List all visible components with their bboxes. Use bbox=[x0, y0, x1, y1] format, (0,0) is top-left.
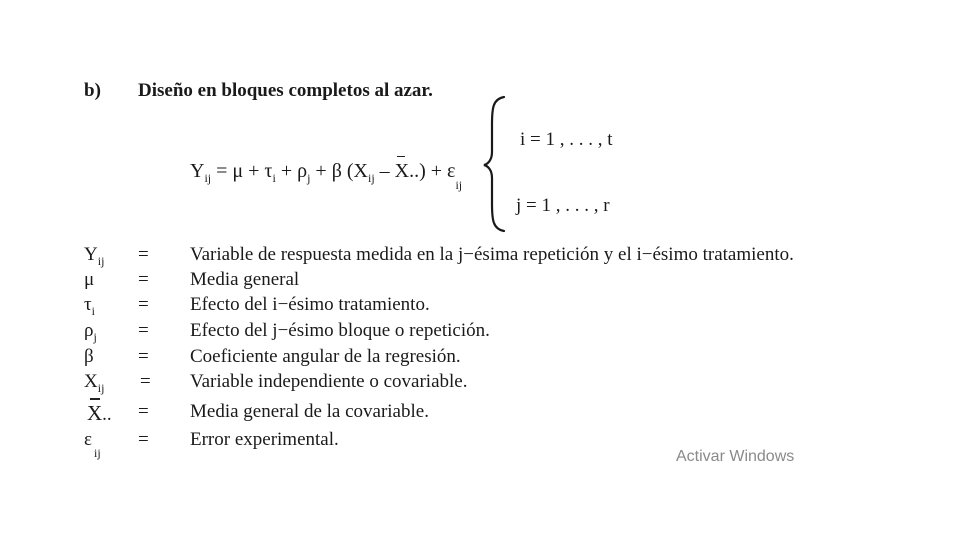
eq-equals: = bbox=[211, 160, 233, 182]
eq-tau-sub: i bbox=[272, 171, 276, 185]
eq-plus: + bbox=[243, 160, 265, 182]
eq-mu: μ bbox=[232, 160, 244, 182]
definition-equals: = bbox=[138, 346, 149, 367]
definition-equals: = bbox=[138, 269, 149, 290]
definition-symbol: μ bbox=[84, 269, 95, 290]
eq-rho-sub: j bbox=[307, 171, 311, 185]
definition-symbol: Y bbox=[84, 244, 98, 265]
definition-symbol: X bbox=[84, 371, 98, 392]
eq-tau: τ bbox=[264, 160, 273, 182]
eq-y: Y bbox=[190, 160, 205, 182]
definition-symbol-sub: ij bbox=[97, 380, 105, 395]
index-j-range: j = 1 , . . . , r bbox=[516, 195, 610, 216]
definition-symbol-sub: ij bbox=[93, 446, 101, 460]
definition-text: Error experimental. bbox=[190, 429, 339, 450]
section-letter: b) bbox=[84, 80, 101, 101]
activation-watermark: Activar Windows bbox=[676, 448, 795, 465]
definition-text: Efecto del i−ésimo tratamiento. bbox=[190, 294, 430, 315]
definition-symbol: β bbox=[84, 346, 94, 367]
section-title: Diseño en bloques completos al azar. bbox=[138, 80, 433, 101]
model-equation bbox=[190, 160, 463, 192]
definition-symbol: ρ bbox=[84, 320, 94, 341]
eq-eps-sub: ij bbox=[455, 178, 463, 192]
definition-text: Efecto del j−ésimo bloque o repetición. bbox=[190, 320, 490, 341]
definition-equals: = bbox=[138, 429, 149, 450]
eq-beta-x: β (X bbox=[331, 160, 368, 182]
eq-plus: + bbox=[275, 160, 298, 182]
definition-symbol: τ bbox=[84, 294, 92, 315]
eq-xbar: X bbox=[394, 160, 410, 182]
eq-rho: ρ bbox=[297, 160, 308, 182]
eq-dots: .. bbox=[409, 160, 420, 182]
definition-symbol-sub: .. bbox=[102, 404, 112, 425]
definition-equals: = bbox=[138, 401, 149, 422]
curly-brace bbox=[482, 94, 508, 234]
definition-equals: = bbox=[140, 371, 151, 392]
eq-minus: – bbox=[374, 160, 395, 182]
definition-symbol-sub: ij bbox=[97, 253, 105, 268]
definition-equals: = bbox=[138, 320, 149, 341]
definition-text: Variable independiente o covariable. bbox=[190, 371, 468, 392]
eq-plus: + bbox=[310, 160, 332, 182]
definition-text: Variable de respuesta medida en la j−ésima repetición y el i−ésimo tratamiento. bbox=[190, 244, 794, 265]
definition-symbol: ε bbox=[84, 429, 92, 450]
definition-symbol: X bbox=[87, 401, 103, 425]
definition-text: Media general de la covariable. bbox=[190, 401, 429, 422]
eq-close: ) + ε bbox=[419, 160, 456, 182]
definition-symbol-sub: j bbox=[93, 329, 97, 344]
eq-y-sub: ij bbox=[204, 171, 212, 185]
definition-text: Coeficiente angular de la regresión. bbox=[190, 346, 461, 367]
eq-x-sub: ij bbox=[367, 171, 375, 185]
index-i-range: i = 1 , . . . , t bbox=[520, 129, 613, 150]
definition-text: Media general bbox=[190, 269, 300, 290]
definition-equals: = bbox=[138, 294, 149, 315]
definition-equals: = bbox=[138, 244, 149, 265]
definition-symbol-sub: i bbox=[91, 303, 95, 318]
